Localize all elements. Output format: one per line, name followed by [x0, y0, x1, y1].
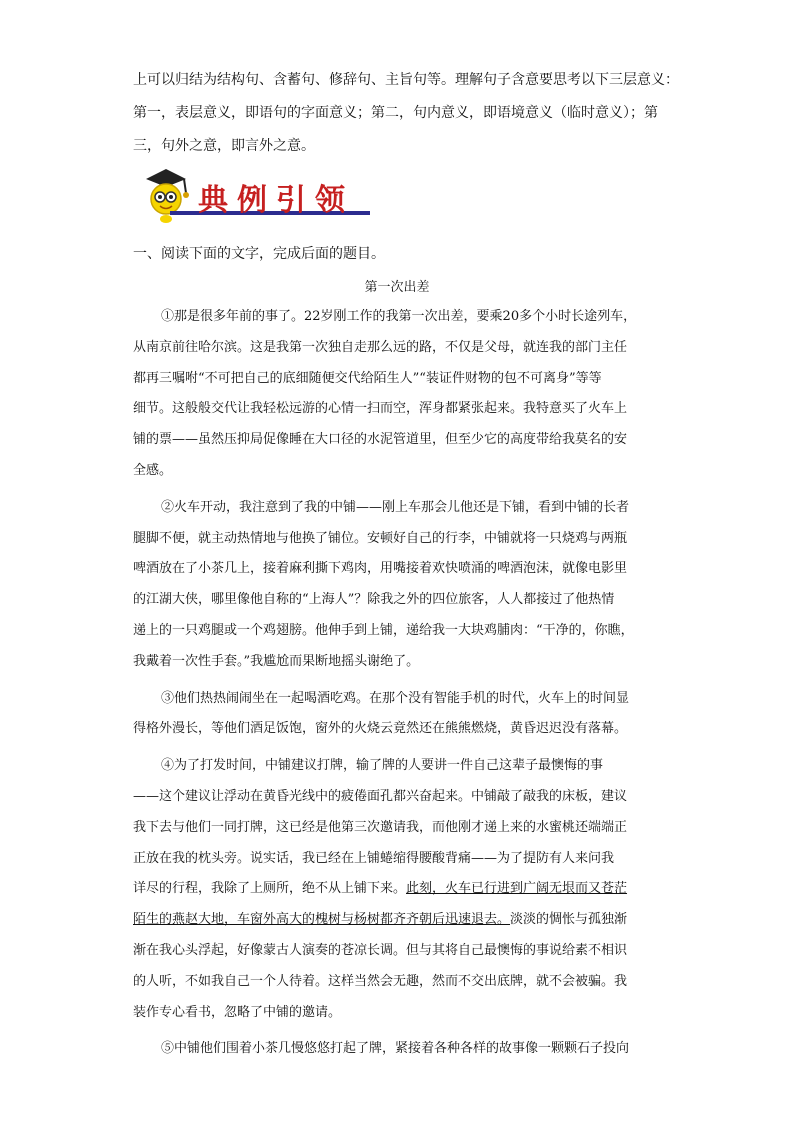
text-line	[133, 905, 663, 936]
graduate-mascot-icon	[140, 165, 200, 227]
text-line: 啤酒放在了小茶几上，接着麻利撕下鸡肉，用嘴接着欢快喷涌的啤酒泡沫，就像电影里	[133, 561, 628, 577]
text-line: 铺的票——虽然压抑局促像睡在大口径的水泥管道里，但至少它的高度带给我莫名的安	[133, 432, 628, 448]
text-line: 都再三嘱咐“不可把自己的底细随便交代给陌生人”“装证件财物的包不可离身”等等	[133, 370, 602, 386]
intro-line: 三，句外之意，即言外之意。	[133, 138, 315, 154]
story-title: 第一次出差	[364, 280, 430, 295]
text-line: ③他们热热闹闹坐在一起喝酒吃鸡。在那个没有智能手机的时代，火车上的时间显	[161, 690, 630, 706]
text-line: ②火车开动，我注意到了我的中铺——刚上车那会儿他还是下铺，看到中铺的长者	[161, 499, 630, 515]
underlined-sentence: 此刻，火车已行进到广阔无垠而又苍茫	[406, 881, 628, 897]
text-line: ——这个建议让浮动在黄昏光线中的疲倦面孔都兴奋起来。中铺敲了敲我的床板，建议	[133, 788, 628, 804]
text-line: ①那是很多年前的事了。22岁刚工作的我第一次出差，要乘20多个小时长途列车，	[161, 309, 637, 324]
text-line: 的江湖大侠，哪里像他自称的“上海人”？除我之外的四位旅客，人人都接过了他热情	[133, 592, 615, 608]
question-prompt: 一、阅读下面的文字，完成后面的题目。	[133, 246, 385, 262]
section-banner	[140, 165, 370, 227]
paragraph-4	[133, 751, 663, 1028]
paragraph-3	[133, 684, 663, 746]
paragraph-1	[133, 302, 663, 487]
text-line	[133, 874, 663, 905]
text-line: 我下去与他们一同打牌，这已经是他第三次邀请我，而他刚才递上来的水蜜桃还端端正	[133, 819, 628, 835]
text-segment: 详尽的行程，我除了上厕所，绝不从上铺下来。	[133, 881, 407, 897]
text-line: 渐在我心头浮起，好像蒙古人演奏的苍凉长调。但与其将自己最懊悔的事说给素不相识	[133, 942, 628, 958]
text-line: 的人听，不如我自己一个人待着。这样当然会无趣，然而不交出底牌，就不会被骗。我	[133, 973, 628, 989]
text-line: ⑤中铺他们围着小茶几慢悠悠打起了牌，紧接着各种各样的故事像一颗颗石子投向	[161, 1041, 630, 1057]
underlined-sentence: 陌生的燕赵大地，车窗外高大的槐树与杨树都齐齐朝后迅速退去。	[133, 912, 511, 928]
story-body	[133, 302, 663, 1071]
intro-line: 上可以归结为结构句、含蓄句、修辞句、主旨句等。理解句子含意要思考以下三层意义：	[133, 72, 679, 88]
text-segment: 淡淡的惆怅与孤独渐	[510, 912, 628, 928]
intro-paragraph	[133, 64, 679, 163]
paragraph-2	[133, 493, 663, 678]
text-line: 全感。	[133, 462, 173, 478]
text-line: ④为了打发时间，中铺建议打牌，输了牌的人要讲一件自己这辈子最懊悔的事	[161, 758, 604, 774]
text-line: 细节。这般般交代让我轻松远游的心情一扫而空，浑身都紧张起来。我特意买了火车上	[133, 401, 628, 417]
text-line: 从南京前往哈尔滨。这是我第一次独自走那么远的路，不仅是父母，就连我的部门主任	[133, 339, 628, 355]
text-line: 我戴着一次性手套。”我尴尬而果断地摇头谢绝了。	[133, 653, 420, 669]
intro-line: 第一，表层意义，即语句的字面意义；第二，句内意义，即语境意义（临时意义）；第	[133, 105, 658, 121]
paragraph-5	[133, 1034, 663, 1065]
banner-title: 典例引领	[198, 183, 354, 218]
text-line: 得格外漫长，等他们酒足饭饱，窗外的火烧云竟然还在熊熊燃烧，黄昏迟迟没有落幕。	[133, 721, 628, 737]
text-line: 装作专心看书，忽略了中铺的邀请。	[133, 1004, 342, 1020]
text-line: 递上的一只鸡腿或一个鸡翅膀。他伸手到上铺，递给我一大块鸡脯肉：“干净的，你瞧，	[133, 622, 634, 638]
text-line: 腿脚不便，就主动热情地与他换了铺位。安顿好自己的行李，中铺就将一只烧鸡与两瓶	[133, 530, 628, 546]
text-line: 正放在我的枕头旁。说实话，我已经在上铺蜷缩得腰酸背痛——为了提防有人来问我	[133, 850, 615, 866]
